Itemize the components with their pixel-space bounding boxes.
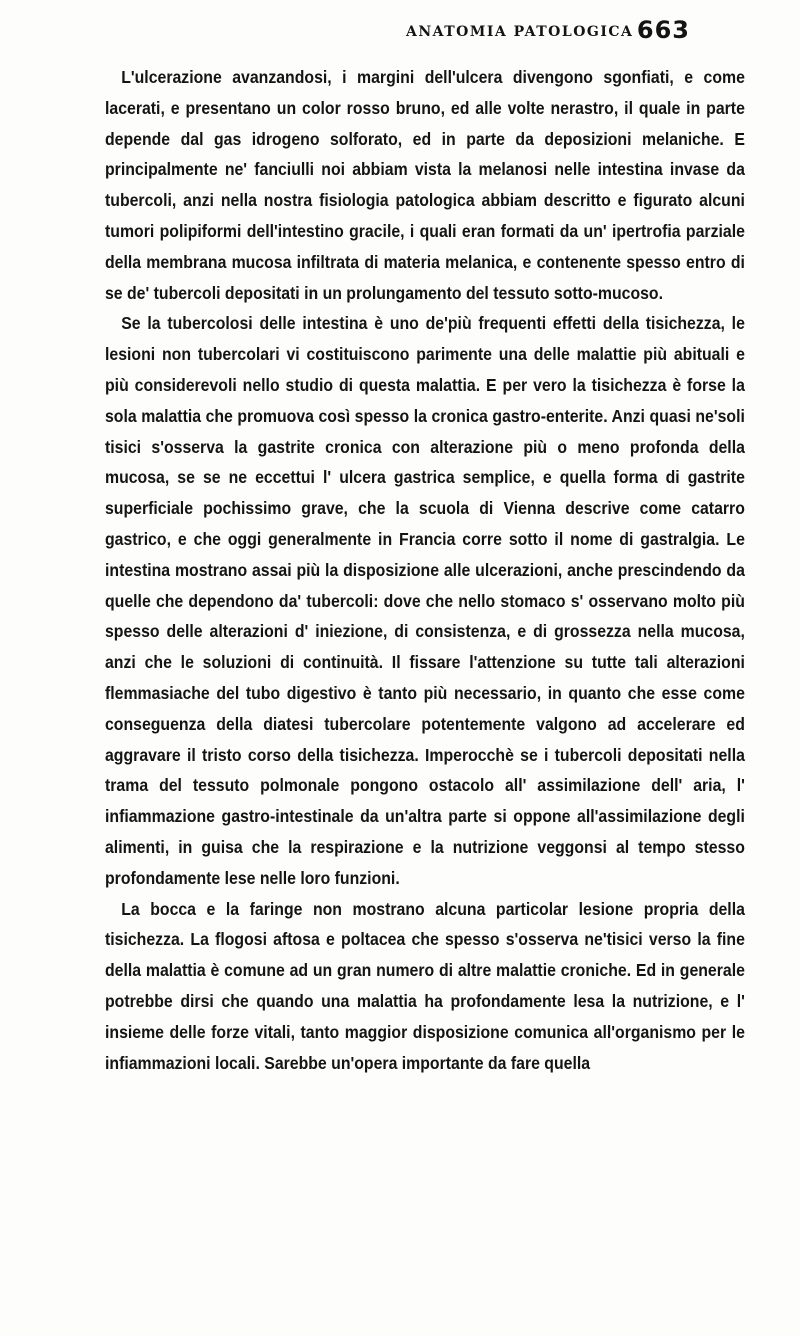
page-number: 663 bbox=[636, 16, 690, 44]
body-text bbox=[105, 62, 745, 1078]
running-header bbox=[120, 14, 690, 54]
running-title: ANATOMIA PATOLOGICA bbox=[406, 24, 634, 40]
paragraph-bocca-faringe: La bocca e la faringe non mostrano alcuna particolar lesione propria della tisichezza. La flogosi aftosa e poltacea che spesso s'osserva ne'tisici verso la fine della malattia è comune ad un gran numero di altre malattie croniche. Ed in generale potrebbe dirsi che quando una malattia ha profondamente lesa la nutrizione, e l' insieme delle forze vitali, tanto maggior disposizione comunica all'organismo per le infiammazioni locali. Sarebbe un'opera importante da fare quella bbox=[105, 898, 745, 1073]
paragraph-tubercolosi: Se la tubercolosi delle intestina è uno de'più frequenti effetti della tisichezza, le lesioni non tubercolari vi costituiscono parimente una delle malattie più abituali e più considerevoli nello studio di questa malattia. E per vero la tisichezza è forse la sola malattia che promuova così spesso la cronica gastro-enterite. Anzi quasi ne'soli tisici s'osserva la gastrite cronica con alterazione più o meno profonda della mucosa, se se ne eccettui l' ulcera gastrica semplice, e quella forma di gastrite superficiale pochissimo grave, che la scuola di Vienna descrive come catarro gastrico, e che oggi generalmente in Francia corre sotto il nome di gastralgia. Le intestina mostrano assai più la disposizione alle ulcerazioni, anche prescindendo da quelle che dependono da' tubercoli: dove che nello stomaco s' osservano molto più spesso delle alterazioni d' iniezione, di consistenza, e di grossezza nella mucosa, anzi che le soluzioni di continuità. Il fissare l'attenzione su tutte tali alterazioni flemmasiache del tubo digestivo è tanto più necessario, in quanto che esse come conseguenza della diatesi tubercolare potentemente valgono ad accelerare ed aggravare il tristo corso della tisichezza. Imperocchè se i tubercoli depositati nella trama del tessuto polmonale pongono ostacolo all' assimilazione dell' aria, l' infiammazione gastro-intestinale da un'altra parte si oppone all'assimilazione degli alimenti, in guisa che la respirazione e la nutrizione veggonsi al tempo stesso profondamente lese nelle loro funzioni. bbox=[105, 313, 745, 888]
paragraph-ulcerazione: L'ulcerazione avanzandosi, i margini dell'ulcera divengono sgonfiati, e come lacerati, e presentano un color rosso bruno, ed alle volte nerastro, il quale in parte depende dal gas idrogeno solforato, ed in parte da deposizioni melaniche. E principalmente ne' fanciulli noi abbiam vista la melanosi nelle intestina invase da tubercoli, anzi nella nostra fisiologia patologica abbiam descritto e figurato alcuni tumori polipiformi dell'intestino gracile, i quali eran formati da un' ipertrofia parziale della membrana mucosa infiltrata di materia melanica, e contenente spesso entro di se de' tubercoli depositati in un prolungamento del tessuto sotto-mucoso. bbox=[105, 67, 745, 303]
